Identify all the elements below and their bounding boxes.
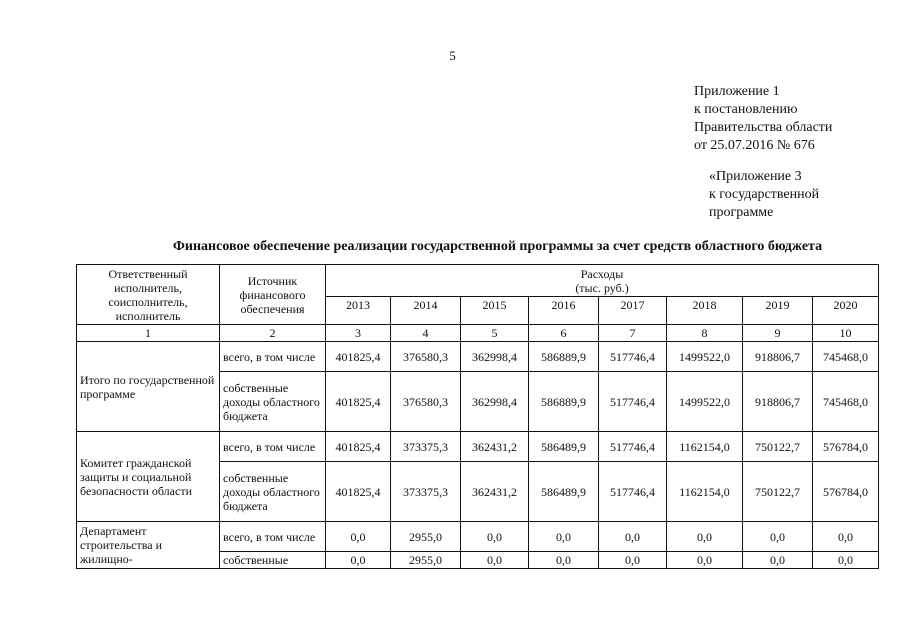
appendix-block: [694, 83, 832, 155]
column-number: 2: [220, 325, 326, 342]
header-year: 2018: [667, 297, 743, 325]
appendix-line: Правительства области: [694, 120, 833, 135]
header-year: 2016: [529, 297, 599, 325]
value-cell: 2955,0: [391, 552, 461, 569]
appendix-line: Приложение 1: [694, 84, 780, 99]
header-expenses-label: Расходы: [580, 266, 624, 281]
value-cell: 362431,2: [461, 432, 529, 462]
value-cell: 0,0: [461, 552, 529, 569]
header-year: 2015: [461, 297, 529, 325]
value-cell: 376580,3: [391, 342, 461, 372]
appendix-quote-line: к государственной: [709, 187, 820, 202]
value-cell: 586889,9: [529, 372, 599, 432]
value-cell: 1162154,0: [667, 462, 743, 522]
value-cell: 0,0: [461, 522, 529, 552]
value-cell: 0,0: [813, 522, 879, 552]
value-cell: 517746,4: [599, 462, 667, 522]
column-number: 10: [813, 325, 879, 342]
value-cell: 401825,4: [326, 462, 391, 522]
funding-source: всего, в том числе: [220, 342, 326, 372]
value-cell: 586489,9: [529, 462, 599, 522]
header-year: 2013: [326, 297, 391, 325]
value-cell: 918806,7: [743, 372, 813, 432]
table-row: [77, 342, 879, 372]
value-cell: 362431,2: [461, 462, 529, 522]
value-cell: 1499522,0: [667, 342, 743, 372]
value-cell: 918806,7: [743, 342, 813, 372]
funding-source: собственные доходы областного бюджета: [220, 372, 326, 432]
value-cell: 517746,4: [599, 372, 667, 432]
value-cell: 0,0: [743, 522, 813, 552]
value-cell: 401825,4: [326, 372, 391, 432]
header-year: 2017: [599, 297, 667, 325]
value-cell: 2955,0: [391, 522, 461, 552]
header-year: 2019: [743, 297, 813, 325]
header-year: 2014: [391, 297, 461, 325]
funding-source: всего, в том числе: [220, 522, 326, 552]
value-cell: 0,0: [529, 552, 599, 569]
header-year: 2020: [813, 297, 879, 325]
financing-table: [76, 264, 879, 569]
value-cell: 0,0: [529, 522, 599, 552]
appendix-quote-line: программе: [709, 205, 774, 220]
value-cell: 517746,4: [599, 432, 667, 462]
value-cell: 745468,0: [813, 372, 879, 432]
appendix-quote-block: [709, 168, 819, 222]
table-row: [77, 522, 879, 552]
executor-name: Итого по государственной программе: [77, 342, 220, 432]
executor-name: Комитет гражданской защиты и социальной безопасности области: [77, 432, 220, 522]
header-expenses: [326, 265, 879, 297]
value-cell: 362998,4: [461, 372, 529, 432]
value-cell: 745468,0: [813, 342, 879, 372]
value-cell: 1499522,0: [667, 372, 743, 432]
table-title: Финансовое обеспечение реализации государственной программы за счет средств областного бюджета: [172, 239, 823, 254]
value-cell: 517746,4: [599, 342, 667, 372]
value-cell: 0,0: [813, 552, 879, 569]
column-number: 7: [599, 325, 667, 342]
funding-source: собственные: [220, 552, 326, 569]
header-source: Источник финансового обеспечения: [220, 265, 326, 325]
appendix-line: к постановлению: [694, 102, 798, 117]
value-cell: 1162154,0: [667, 432, 743, 462]
funding-source: всего, в том числе: [220, 432, 326, 462]
value-cell: 0,0: [599, 552, 667, 569]
value-cell: 401825,4: [326, 342, 391, 372]
column-number: 1: [77, 325, 220, 342]
value-cell: 0,0: [667, 552, 743, 569]
column-number: 5: [461, 325, 529, 342]
value-cell: 0,0: [743, 552, 813, 569]
value-cell: 750122,7: [743, 462, 813, 522]
value-cell: 0,0: [326, 552, 391, 569]
value-cell: 576784,0: [813, 462, 879, 522]
value-cell: 576784,0: [813, 432, 879, 462]
executor-name: Департамент строительства и жилищно-: [77, 522, 220, 569]
header-responsible: Ответственный исполнитель, соисполнитель, исполнитель: [77, 265, 220, 325]
value-cell: 373375,3: [391, 462, 461, 522]
header-expenses-unit: (тыс. руб.): [575, 280, 629, 295]
appendix-line: от 25.07.2016 № 676: [694, 138, 815, 153]
value-cell: 0,0: [667, 522, 743, 552]
value-cell: 750122,7: [743, 432, 813, 462]
table-row: [77, 432, 879, 462]
column-number: 3: [326, 325, 391, 342]
value-cell: 586889,9: [529, 342, 599, 372]
value-cell: 373375,3: [391, 432, 461, 462]
value-cell: 0,0: [599, 522, 667, 552]
value-cell: 362998,4: [461, 342, 529, 372]
column-number: 6: [529, 325, 599, 342]
value-cell: 401825,4: [326, 432, 391, 462]
value-cell: 0,0: [326, 522, 391, 552]
value-cell: 376580,3: [391, 372, 461, 432]
page-number: 5: [449, 48, 456, 63]
value-cell: 586489,9: [529, 432, 599, 462]
appendix-quote-line: «Приложение 3: [709, 169, 802, 184]
funding-source: собственные доходы областного бюджета: [220, 462, 326, 522]
column-number: 9: [743, 325, 813, 342]
column-number: 8: [667, 325, 743, 342]
column-number: 4: [391, 325, 461, 342]
